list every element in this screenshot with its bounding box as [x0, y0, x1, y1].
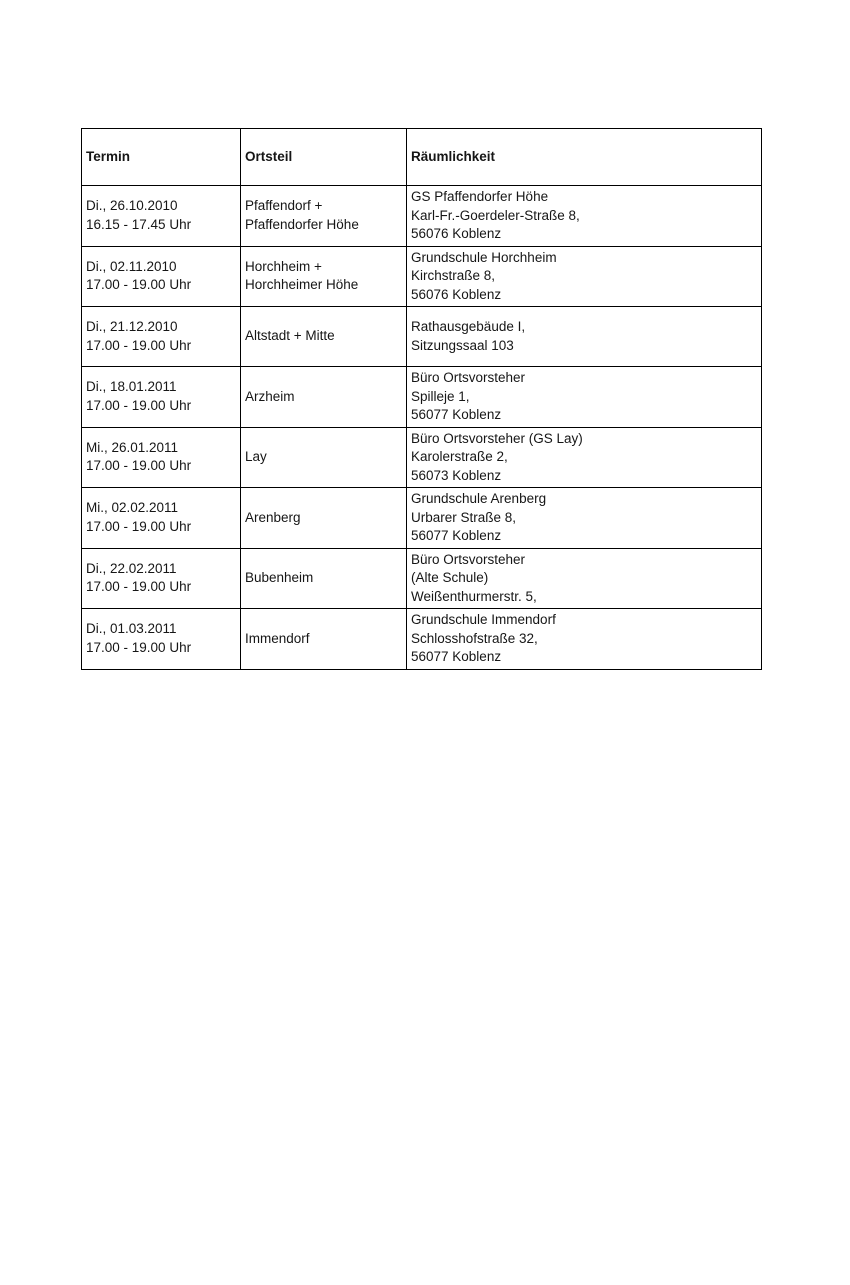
cell-line: Altstadt + Mitte [245, 328, 335, 344]
cell-line: Lay [245, 449, 267, 464]
cell-line: 56077 Koblenz [411, 649, 502, 664]
cell-line: Schlosshofstraße 32, [411, 630, 538, 646]
cell-line: Di., 02.11.2010 [86, 258, 177, 274]
table-row [82, 427, 762, 488]
cell-line: GS Pfaffendorfer Höhe [411, 189, 549, 204]
cell-line: Arenberg [245, 509, 301, 525]
ortsteil-cell [241, 488, 407, 549]
ortsteil-cell [241, 246, 407, 307]
cell-line: Karl-Fr.-Goerdeler-Straße 8, [411, 207, 580, 223]
cell-line: Büro Ortsvorsteher (GS Lay) [411, 430, 583, 446]
raeumlichkeit-cell [407, 307, 762, 367]
cell-line: Arzheim [245, 388, 295, 404]
cell-line: Grundschule Immendorf [411, 612, 556, 627]
table-row [82, 307, 762, 367]
termin-cell [82, 488, 241, 549]
cell-line: 17.00 - 19.00 Uhr [86, 458, 192, 474]
cell-line: Immendorf [245, 630, 310, 646]
cell-line: Horchheim + [245, 258, 322, 274]
cell-line: Urbarer Straße 8, [411, 509, 517, 525]
cell-line: Spilleje 1, [411, 388, 470, 404]
cell-line: 56077 Koblenz [411, 407, 502, 422]
ortsteil-cell [241, 548, 407, 609]
ortsteil-cell [241, 609, 407, 670]
cell-line: 17.00 - 19.00 Uhr [86, 579, 192, 595]
cell-line: 56076 Koblenz [411, 286, 502, 302]
cell-line: Rathausgebäude I, [411, 319, 526, 334]
cell-line: Büro Ortsvorsteher [411, 551, 526, 567]
cell-line: Pfaffendorf + [245, 198, 323, 214]
ortsteil-cell [241, 307, 407, 367]
raeumlichkeit-cell [407, 427, 762, 488]
termin-cell [82, 307, 241, 367]
raeumlichkeit-cell [407, 609, 762, 670]
table-row [82, 367, 762, 428]
cell-line: 16.15 - 17.45 Uhr [86, 216, 192, 232]
termin-cell [82, 186, 241, 247]
raeumlichkeit-cell [407, 548, 762, 609]
column-header-ortsteil: Ortsteil [241, 129, 407, 186]
header-row [82, 129, 762, 186]
ortsteil-cell [241, 367, 407, 428]
cell-line: Di., 18.01.2011 [86, 379, 177, 395]
cell-line: 17.00 - 19.00 Uhr [86, 337, 192, 353]
cell-line: Grundschule Arenberg [411, 491, 547, 506]
ortsteil-cell [241, 186, 407, 247]
cell-line: 17.00 - 19.00 Uhr [86, 397, 192, 413]
termin-cell [82, 367, 241, 428]
cell-line: Di., 22.02.2011 [86, 560, 177, 576]
cell-line: 56073 Koblenz [411, 467, 502, 483]
cell-line: Horchheimer Höhe [245, 277, 359, 293]
table-row [82, 488, 762, 549]
termin-cell [82, 246, 241, 307]
termin-cell [82, 427, 241, 488]
table-row [82, 246, 762, 307]
raeumlichkeit-cell [407, 186, 762, 247]
cell-line: Mi., 02.02.2011 [86, 500, 179, 516]
cell-line: Di., 26.10.2010 [86, 198, 178, 214]
cell-line: Büro Ortsvorsteher [411, 370, 526, 385]
table-row [82, 548, 762, 609]
column-header-raeumlichkeit: Räumlichkeit [407, 129, 762, 186]
cell-line: 17.00 - 19.00 Uhr [86, 518, 192, 534]
cell-line: Weißenthurmerstr. 5, [411, 588, 537, 604]
raeumlichkeit-cell [407, 488, 762, 549]
cell-line: 56076 Koblenz [411, 226, 502, 241]
table-row [82, 186, 762, 247]
cell-line: Pfaffendorfer Höhe [245, 216, 359, 232]
schedule-table [81, 128, 762, 670]
table-body [82, 186, 762, 670]
cell-line: Mi., 26.01.2011 [86, 439, 179, 455]
termin-cell [82, 609, 241, 670]
raeumlichkeit-cell [407, 246, 762, 307]
cell-line: Grundschule Horchheim [411, 249, 557, 265]
cell-line: (Alte Schule) [411, 570, 489, 585]
cell-line: 56077 Koblenz [411, 528, 502, 543]
table-row [82, 609, 762, 670]
column-header-termin: Termin [82, 129, 241, 186]
ortsteil-cell [241, 427, 407, 488]
cell-line: Di., 01.03.2011 [86, 621, 177, 637]
raeumlichkeit-cell [407, 367, 762, 428]
cell-line: Bubenheim [245, 570, 314, 585]
cell-line: Sitzungssaal 103 [411, 337, 514, 353]
cell-line: 17.00 - 19.00 Uhr [86, 277, 192, 293]
cell-line: Kirchstraße 8, [411, 268, 496, 283]
cell-line: Karolerstraße 2, [411, 449, 508, 464]
cell-line: Di., 21.12.2010 [86, 319, 178, 334]
cell-line: 17.00 - 19.00 Uhr [86, 639, 192, 655]
termin-cell [82, 548, 241, 609]
